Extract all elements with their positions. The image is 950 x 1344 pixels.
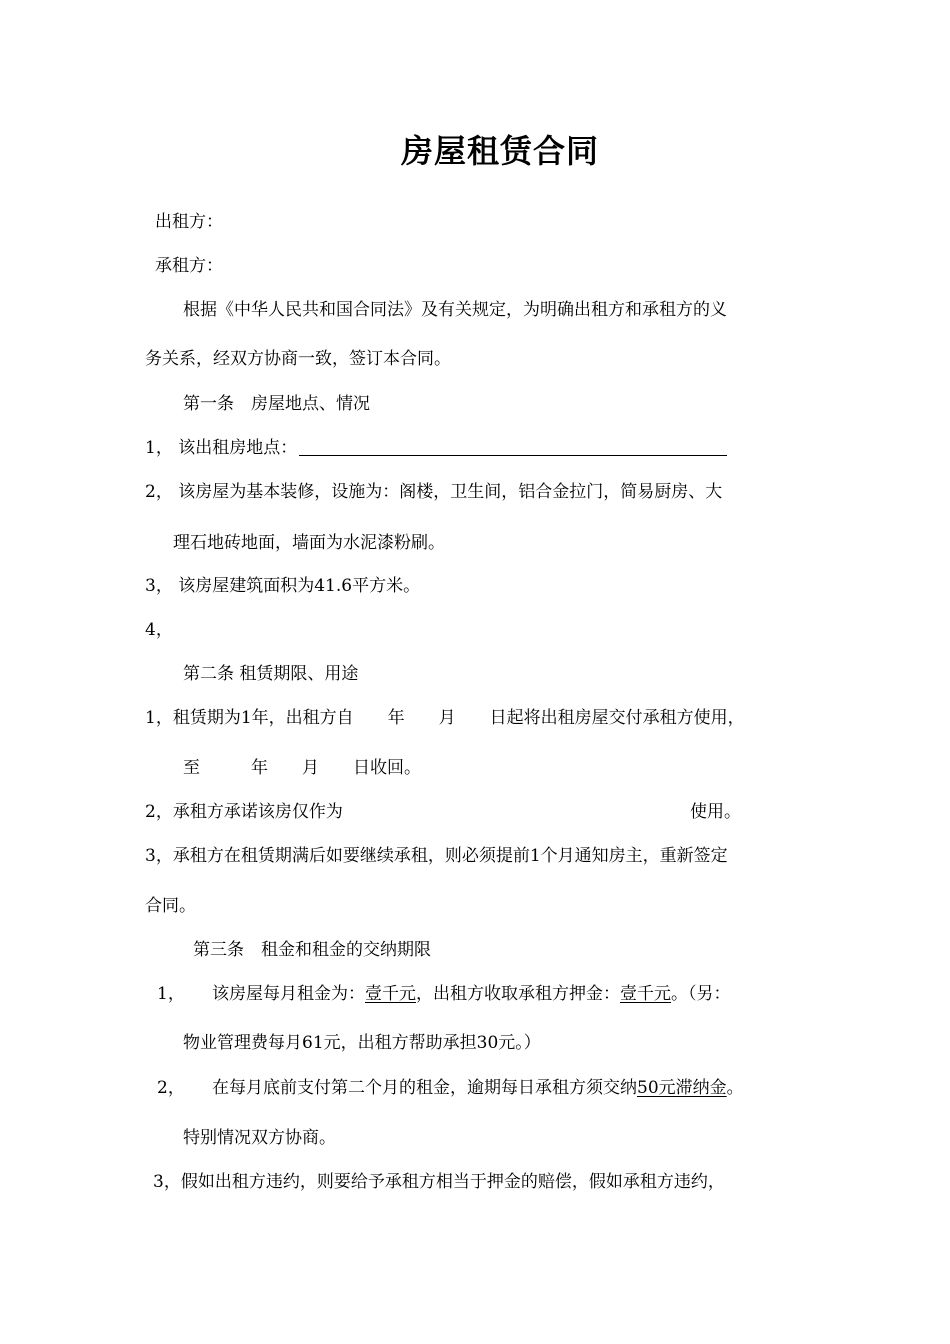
article-1-item-1-text: 1， 该出租房地点： bbox=[145, 438, 298, 458]
article-1-item-2-line-1: 2， 该房屋为基本装修，设施为：阁楼，卫生间，铝合金拉门，简易厨房、大 bbox=[145, 482, 723, 502]
address-blank-line bbox=[299, 454, 727, 456]
monthly-rent-value: 壹千元 bbox=[365, 984, 416, 1004]
lessee-label: 承租方： bbox=[155, 256, 223, 276]
payment-terms-text: 在每月底前支付第二个月的租金，逾期每日承租方须交纳 bbox=[212, 1078, 637, 1098]
article-2-item-1-line-1: 1，租赁期为1年，出租方自 年 月 日起将出租房屋交付承租方使用， bbox=[145, 708, 745, 728]
rent-label: 该房屋每月租金为： bbox=[212, 984, 365, 1004]
article-3-item-2-num: 2， bbox=[157, 1078, 185, 1098]
article-2-item-1-line-2: 至 年 月 日收回。 bbox=[183, 758, 421, 778]
article-3-heading: 第三条 租金和租金的交纳期限 bbox=[193, 940, 431, 960]
article-1-item-4: 4， bbox=[145, 620, 173, 640]
late-fee-period: 。 bbox=[726, 1078, 744, 1098]
late-fee-value: 50元滞纳金 bbox=[637, 1078, 727, 1098]
article-2-item-2-text: 2，承租方承诺该房仅作为 bbox=[145, 802, 343, 822]
article-1-item-2-line-2: 理石地砖地面，墙面为水泥漆粉刷。 bbox=[173, 533, 445, 553]
document-title: 房屋租赁合同 bbox=[400, 132, 599, 170]
article-2-heading: 第二条 租赁期限、用途 bbox=[183, 664, 359, 684]
deposit-label: ，出租方收取承租方押金： bbox=[416, 984, 620, 1004]
article-3-item-3: 3，假如出租方违约，则要给予承租方相当于押金的赔偿，假如承租方违约， bbox=[153, 1172, 725, 1192]
article-2-item-2-suffix: 使用。 bbox=[690, 802, 741, 822]
article-3-item-2-line-1 bbox=[212, 1080, 744, 1097]
article-1-item-1 bbox=[145, 440, 727, 457]
article-2-item-3-line-1: 3，承租方在租赁期满后如要继续承租，则必须提前1个月通知房主，重新签定 bbox=[145, 846, 728, 866]
article-1-heading: 第一条 房屋地点、情况 bbox=[183, 394, 370, 414]
article-3-item-1-num: 1， bbox=[157, 984, 185, 1004]
article-3-item-1-line-1 bbox=[212, 986, 731, 1003]
note-open: 。（另： bbox=[671, 984, 731, 1004]
article-1-item-3: 3， 该房屋建筑面积为41.6平方米。 bbox=[145, 576, 421, 596]
article-3-item-1-line-2: 物业管理费每月61元，出租方帮助承担30元。） bbox=[183, 1033, 541, 1053]
article-3-item-2-line-2: 特别情况双方协商。 bbox=[183, 1128, 336, 1148]
preamble-line-2: 务关系，经双方协商一致，签订本合同。 bbox=[145, 349, 451, 369]
preamble-line-1: 根据《中华人民共和国合同法》及有关规定，为明确出租方和承租方的义 bbox=[183, 300, 727, 320]
article-2-item-3-line-2: 合同。 bbox=[145, 896, 196, 916]
lessor-label: 出租方： bbox=[155, 212, 223, 232]
deposit-value: 壹千元 bbox=[620, 984, 671, 1004]
